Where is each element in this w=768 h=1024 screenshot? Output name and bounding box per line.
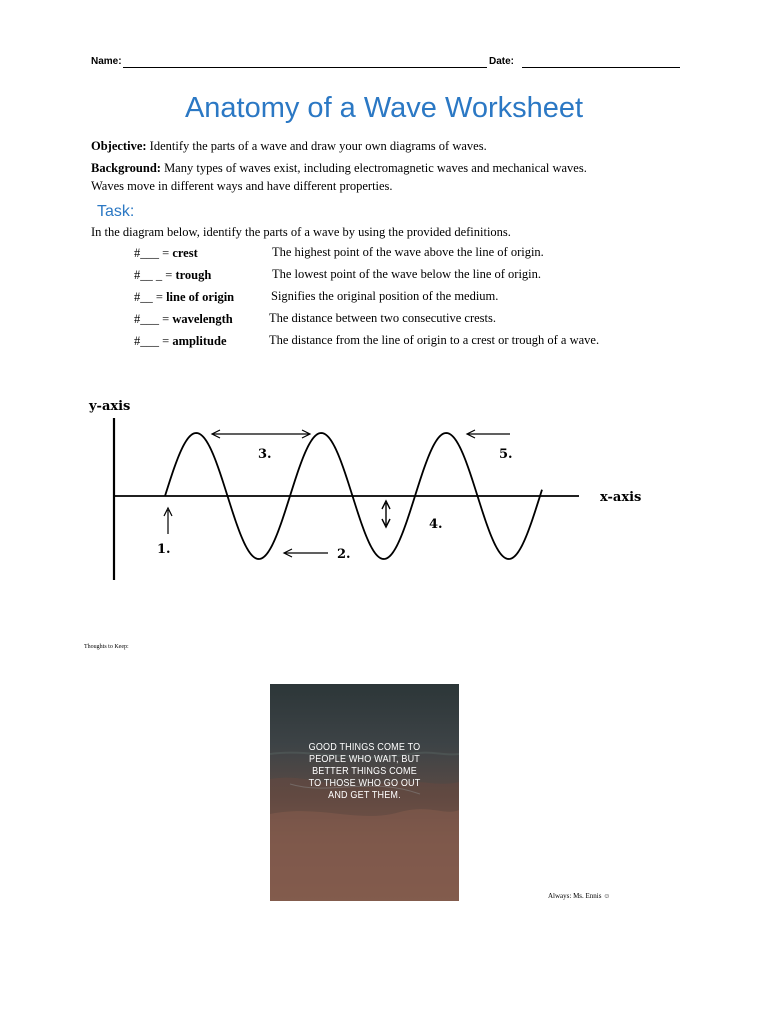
quote-line: AND GET THEM. <box>328 789 401 801</box>
task-heading: Task: <box>97 203 135 220</box>
date-label: Date: <box>489 56 515 67</box>
x-axis-label: x-axis <box>600 490 642 505</box>
objective-label: Objective: <box>91 139 147 153</box>
blank-prefix: #__ _ = <box>134 268 176 282</box>
background-text-2: Waves move in different ways and have different properties. <box>91 179 393 193</box>
term-crest: crest <box>172 246 198 260</box>
term-trough: trough <box>175 268 212 282</box>
term-wavelength: wavelength <box>172 312 233 326</box>
definition-trough: The lowest point of the wave below the line of origin. <box>272 267 542 281</box>
label-3: 3. <box>258 447 272 462</box>
blank-prefix: #__ = <box>134 290 167 304</box>
blank-prefix: #___ = <box>134 334 173 348</box>
background <box>91 160 587 177</box>
wave-diagram <box>85 390 655 585</box>
definition-row-trough <box>134 267 211 284</box>
quote-poster <box>270 684 459 901</box>
thoughts-label: Thoughts to Keep: <box>84 644 129 650</box>
quote-line: TO THOSE WHO GO OUT <box>308 777 421 789</box>
blank-prefix: #___ = <box>134 312 173 326</box>
task-instruction: In the diagram below, identify the parts of a wave by using the provided definitions. <box>91 225 511 239</box>
name-label: Name: <box>91 56 122 67</box>
definition-row-amplitude <box>134 333 227 350</box>
quote-line: GOOD THINGS COME TO <box>308 741 421 753</box>
page-title: Anatomy of a Wave Worksheet <box>184 92 584 124</box>
objective <box>91 138 487 155</box>
y-axis-label: y-axis <box>89 399 131 414</box>
definition-row-line-of-origin <box>134 289 234 306</box>
definition-amplitude: The distance from the line of origin to a crest or trough of a wave. <box>269 333 600 347</box>
definition-row-crest <box>134 245 198 262</box>
background-label: Background: <box>91 161 161 175</box>
name-line <box>123 67 487 68</box>
signature: Always: Ms. Ennis ☺ <box>548 892 611 900</box>
definition-line-of-origin: Signifies the original position of the medium. <box>271 289 499 303</box>
label-4: 4. <box>429 517 443 532</box>
term-line-of-origin: line of origin <box>166 290 235 304</box>
label-1: 1. <box>157 542 171 557</box>
quote-line: PEOPLE WHO WAIT, BUT <box>309 753 420 765</box>
definition-crest: The highest point of the wave above the line of origin. <box>272 245 544 259</box>
label-2: 2. <box>337 547 351 562</box>
background-text-1: Many types of waves exist, including electromagnetic waves and mechanical waves. <box>164 161 587 175</box>
blank-prefix: #___ = <box>134 246 173 260</box>
quote-line: BETTER THINGS COME <box>312 765 417 777</box>
date-line <box>522 67 680 68</box>
poster-quote <box>283 741 446 801</box>
objective-text: Identify the parts of a wave and draw your own diagrams of waves. <box>149 139 487 153</box>
definition-wavelength: The distance between two consecutive crests. <box>269 311 496 325</box>
definition-row-wavelength <box>134 311 233 328</box>
label-5: 5. <box>499 447 513 462</box>
term-amplitude: amplitude <box>172 334 227 348</box>
